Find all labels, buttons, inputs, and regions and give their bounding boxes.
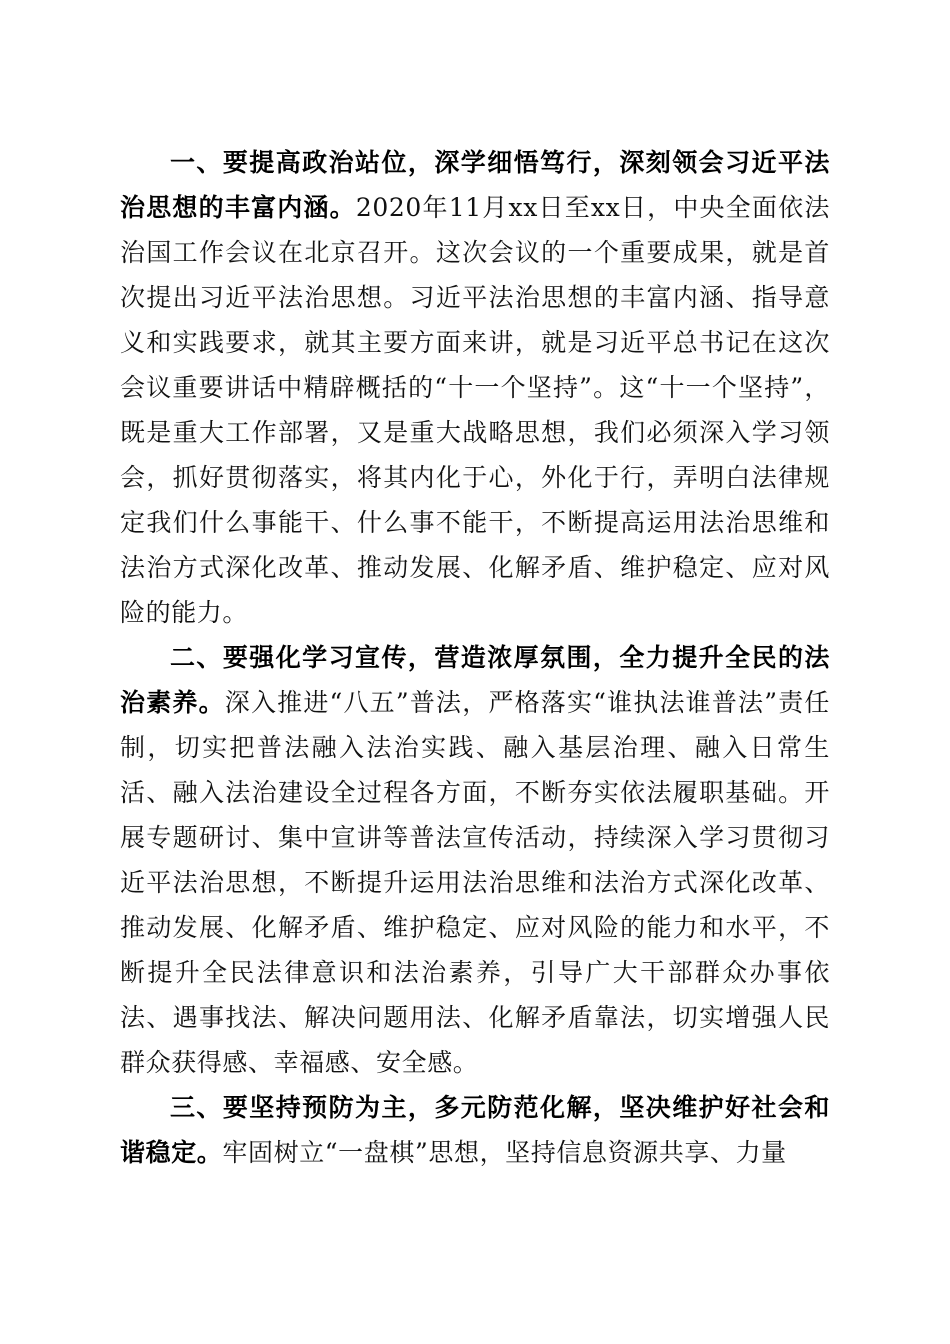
paragraph-2-body: 深入推进“八五”普法，严格落实“谁执法谁普法”责任制，切实把普法融入法治实践、融入基层治理、融入日常生活、融入法治建设全过程各方面，不断夯实依法履职基础。开展专题研讨、集中宣讲等普法宣传活动，持续深入学习贯彻习近平法治思想，不断提升运用法治思维和法治方式深化改革、推动发展、化解矛盾、维护稳定、应对风险的能力和水平，不断提升全民法律意识和法治素养，引导广大干部群众办事依法、遇事找法、解决问题用法、化解矛盾靠法，切实增强人民群众获得感、幸福感、安全感。 — [120, 688, 831, 1077]
paragraph-3 — [120, 1085, 830, 1175]
paragraph-2 — [120, 635, 830, 1085]
paragraph-1-heading: 一、要提高政治站位，深学细悟笃行，深刻领会习近平法治思想的丰富内涵。 — [120, 148, 830, 222]
paragraph-2-heading: 二、要强化学习宣传，营造浓厚氛围，全力提升全民的法治素养。 — [120, 643, 830, 717]
paragraph-3-heading: 三、要坚持预防为主，多元防范化解，坚决维护好社会和谐稳定。 — [120, 1093, 830, 1167]
paragraph-1 — [120, 140, 830, 635]
paragraph-3-body: 牢固树立“一盘棋”思想，坚持信息资源共享、力量 — [222, 1138, 787, 1167]
paragraph-1-body: 2020年11月xx日至xx日，中央全面依法治国工作会议在北京召开。这次会议的一个重要成果，就是首次提出习近平法治思想。习近平法治思想的丰富内涵、指导意义和实践要求，就其主要方面来讲，就是习近平总书记在这次会议重要讲话中精辟概括的“十一个坚持”。这“十一个坚持”，既是重大工作部署，又是重大战略思想，我们必须深入学习领会，抓好贯彻落实，将其内化于心，外化于行，弄明白法律规定我们什么事能干、什么事不能干，不断提高运用法治思维和法治方式深化改革、推动发展、化解矛盾、维护稳定、应对风险的能力。 — [120, 193, 830, 627]
document-body — [120, 140, 830, 1175]
